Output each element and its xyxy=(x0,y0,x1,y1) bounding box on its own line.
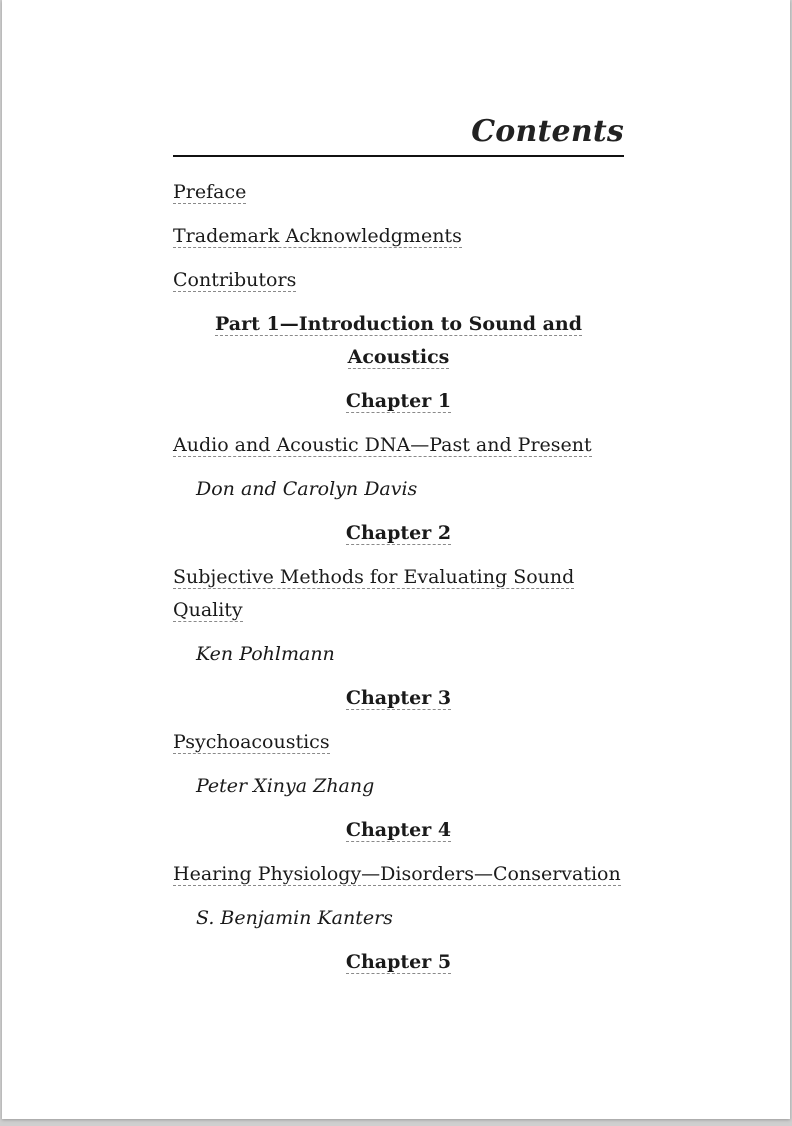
toc-chapter-title xyxy=(173,858,624,891)
toc-entry-preface xyxy=(173,176,624,209)
toc-chapter-heading xyxy=(173,682,624,715)
toc-chapter-heading xyxy=(173,385,624,418)
toc-chapter-heading xyxy=(173,517,624,550)
toc-chapter-author: Peter Xinya Zhang xyxy=(196,775,375,797)
document-page xyxy=(2,0,790,1119)
toc-chapter-author: Ken Pohlmann xyxy=(196,643,335,665)
toc-link-chapter-3[interactable]: Chapter 3 xyxy=(345,687,452,709)
toc-link-preface[interactable]: Preface xyxy=(173,181,247,203)
toc-chapter-author: S. Benjamin Kanters xyxy=(196,907,393,929)
toc-entry-trademark xyxy=(173,220,624,253)
toc-link-chapter-3-title[interactable]: Psychoacoustics xyxy=(173,731,330,753)
toc-link-chapter-2-title[interactable]: Subjective Methods for Evaluating Sound Quality xyxy=(173,566,575,621)
toc-link-chapter-1[interactable]: Chapter 1 xyxy=(345,390,452,412)
toc-link-part-1[interactable]: Part 1—Introduction to Sound and Acoustics xyxy=(214,313,583,368)
page-title: Contents xyxy=(471,114,624,149)
heading-rule xyxy=(173,155,624,157)
toc-chapter-author: Don and Carolyn Davis xyxy=(196,478,418,500)
toc-chapter-heading xyxy=(173,814,624,847)
toc-chapter-title xyxy=(173,561,624,627)
toc-chapter-title xyxy=(173,429,624,462)
toc-link-chapter-1-title[interactable]: Audio and Acoustic DNA—Past and Present xyxy=(173,434,592,456)
contents-section xyxy=(173,112,624,990)
toc-entry-part-1 xyxy=(173,308,624,374)
toc-link-chapter-2[interactable]: Chapter 2 xyxy=(345,522,452,544)
toc-chapter-title xyxy=(173,726,624,759)
toc-link-trademark-acknowledgments[interactable]: Trademark Acknowledgments xyxy=(173,225,462,247)
toc-link-chapter-5[interactable]: Chapter 5 xyxy=(345,951,452,973)
toc-entry-contributors xyxy=(173,264,624,297)
toc-chapter-heading xyxy=(173,946,624,979)
table-of-contents xyxy=(173,176,624,979)
toc-link-chapter-4-title[interactable]: Hearing Physiology—Disorders—Conservation xyxy=(173,863,621,885)
toc-link-contributors[interactable]: Contributors xyxy=(173,269,297,291)
toc-link-chapter-4[interactable]: Chapter 4 xyxy=(345,819,452,841)
